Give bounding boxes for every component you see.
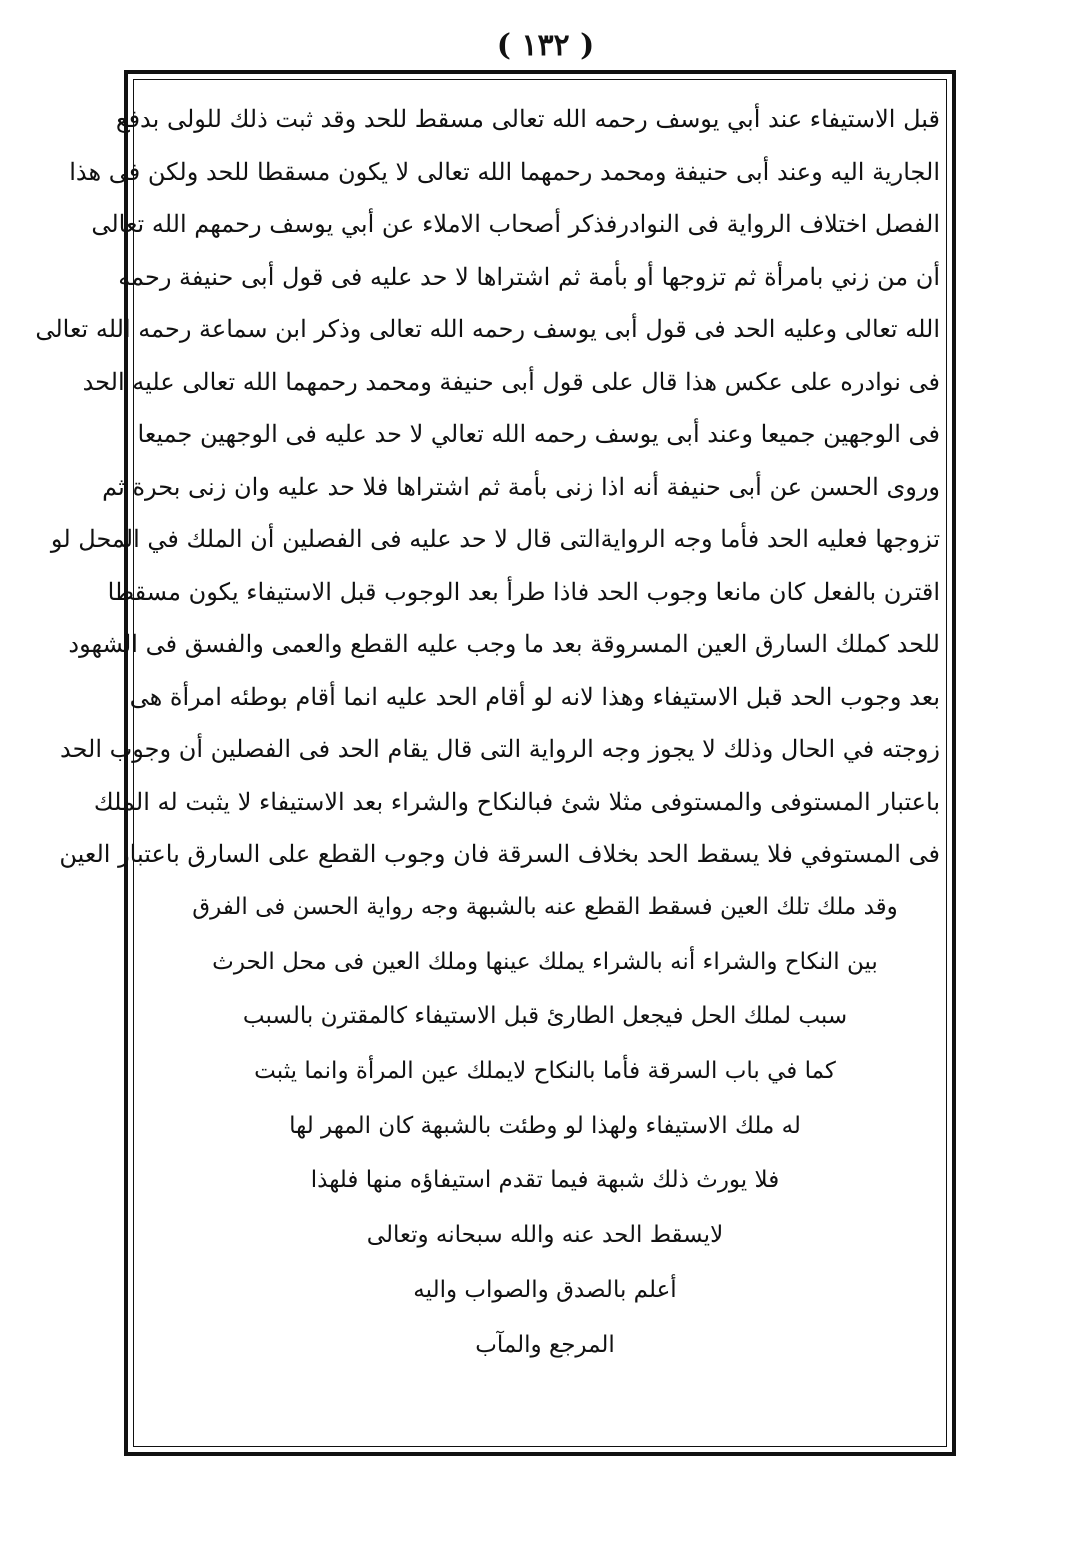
text-line: بعد وجوب الحد قبل الاستيفاء وهذا لانه لو أقام الحد عليه انما أقام بوطئه امرأة هى [129, 682, 940, 711]
text-line: باعتبار المستوفى والمستوفى مثلا شئ فبالنكاح والشراء بعد الاستيفاء لا يثبت له الملك [93, 787, 940, 816]
text-line: فى نوادره على عكس هذا قال على قول أبى حنيفة ومحمد رحمهما الله تعالى عليه الحد [82, 367, 940, 396]
closing-line: أعلم بالصدق والصواب واليه [413, 1276, 677, 1303]
text-line: تزوجها فعليه الحد فأما وجه الروايةالتى قال لا حد عليه فى الفصلين أن الملك في المحل لو [50, 525, 940, 553]
text-line: الجارية اليه وعند أبى حنيفة ومحمد رحمهما الله تعالى لا يكون مسقطا للحد ولكن فى هذا [69, 157, 940, 186]
text-line: للحد كملك السارق العين المسروقة بعد ما وجب عليه القطع والعمى والفسق فى الشهود [68, 630, 940, 658]
text-line: قبل الاستيفاء عند أبي يوسف رحمه الله تعالى مسقط للحد وقد ثبت ذلك للولى بدفع [115, 105, 940, 133]
text-line: الفصل اختلاف الرواية فى النوادرفذكر أصحاب الاملاء عن أبي يوسف رحمهم الله تعالى [91, 210, 940, 238]
closing-text [150, 880, 940, 1372]
text-line: زوجته في الحال وذلك لا يجوز وجه الرواية التى قال يقام الحد فى الفصلين أن وجوب الحد [59, 735, 940, 763]
text-line: اقترن بالفعل كان مانعا وجوب الحد فاذا طرأ بعد الوجوب قبل الاستيفاء يكون مسقطا [107, 577, 940, 606]
text-line: أن من زني بامرأة ثم تزوجها أو بأمة ثم اشتراها لا حد عليه فى قول أبى حنيفة رحمه [118, 262, 940, 291]
closing-line: سبب لملك الحل فيجعل الطارئ قبل الاستيفاء كالمقترن بالسبب [242, 1003, 848, 1030]
closing-line: بين النكاح والشراء أنه بالشراء يملك عينها وملك العين فى محل الحرث [212, 948, 878, 975]
text-line: فى المستوفي فلا يسقط الحد بخلاف السرقة فان وجوب القطع على السارق باعتبار العين [59, 840, 940, 868]
text-line: فى الوجهين جميعا وعند أبى يوسف رحمه الله تعالي لا حد عليه فى الوجهين جميعا [137, 420, 940, 448]
closing-line: له ملك الاستيفاء ولهذا لو وطئت بالشبهة كان المهر لها [289, 1112, 801, 1139]
text-line: الله تعالى وعليه الحد فى قول أبى يوسف رحمه الله تعالى وذكر ابن سماعة رحمه الله تعالى [35, 315, 940, 343]
text-line: وروى الحسن عن أبى حنيفة أنه اذا زنى بأمة ثم اشتراها فلا حد عليه وان زنى بحرة ثم [102, 472, 940, 501]
body-text [35, 93, 940, 881]
closing-line: لايسقط الحد عنه والله سبحانه وتعالى [366, 1222, 724, 1249]
closing-line: وقد ملك تلك العين فسقط القطع عنه بالشبهة وجه رواية الحسن فى الفرق [192, 894, 898, 920]
closing-line: فلا يورث ذلك شبهة فيما تقدم استيفاؤه منها فلهذا [310, 1167, 780, 1194]
closing-line: كما في باب السرقة فأما بالنكاح لايملك عين المرأة وانما يثبت [254, 1058, 836, 1085]
closing-line: المرجع والمآب [475, 1331, 615, 1358]
page-number: ( ١٣٢ ) [496, 28, 595, 63]
